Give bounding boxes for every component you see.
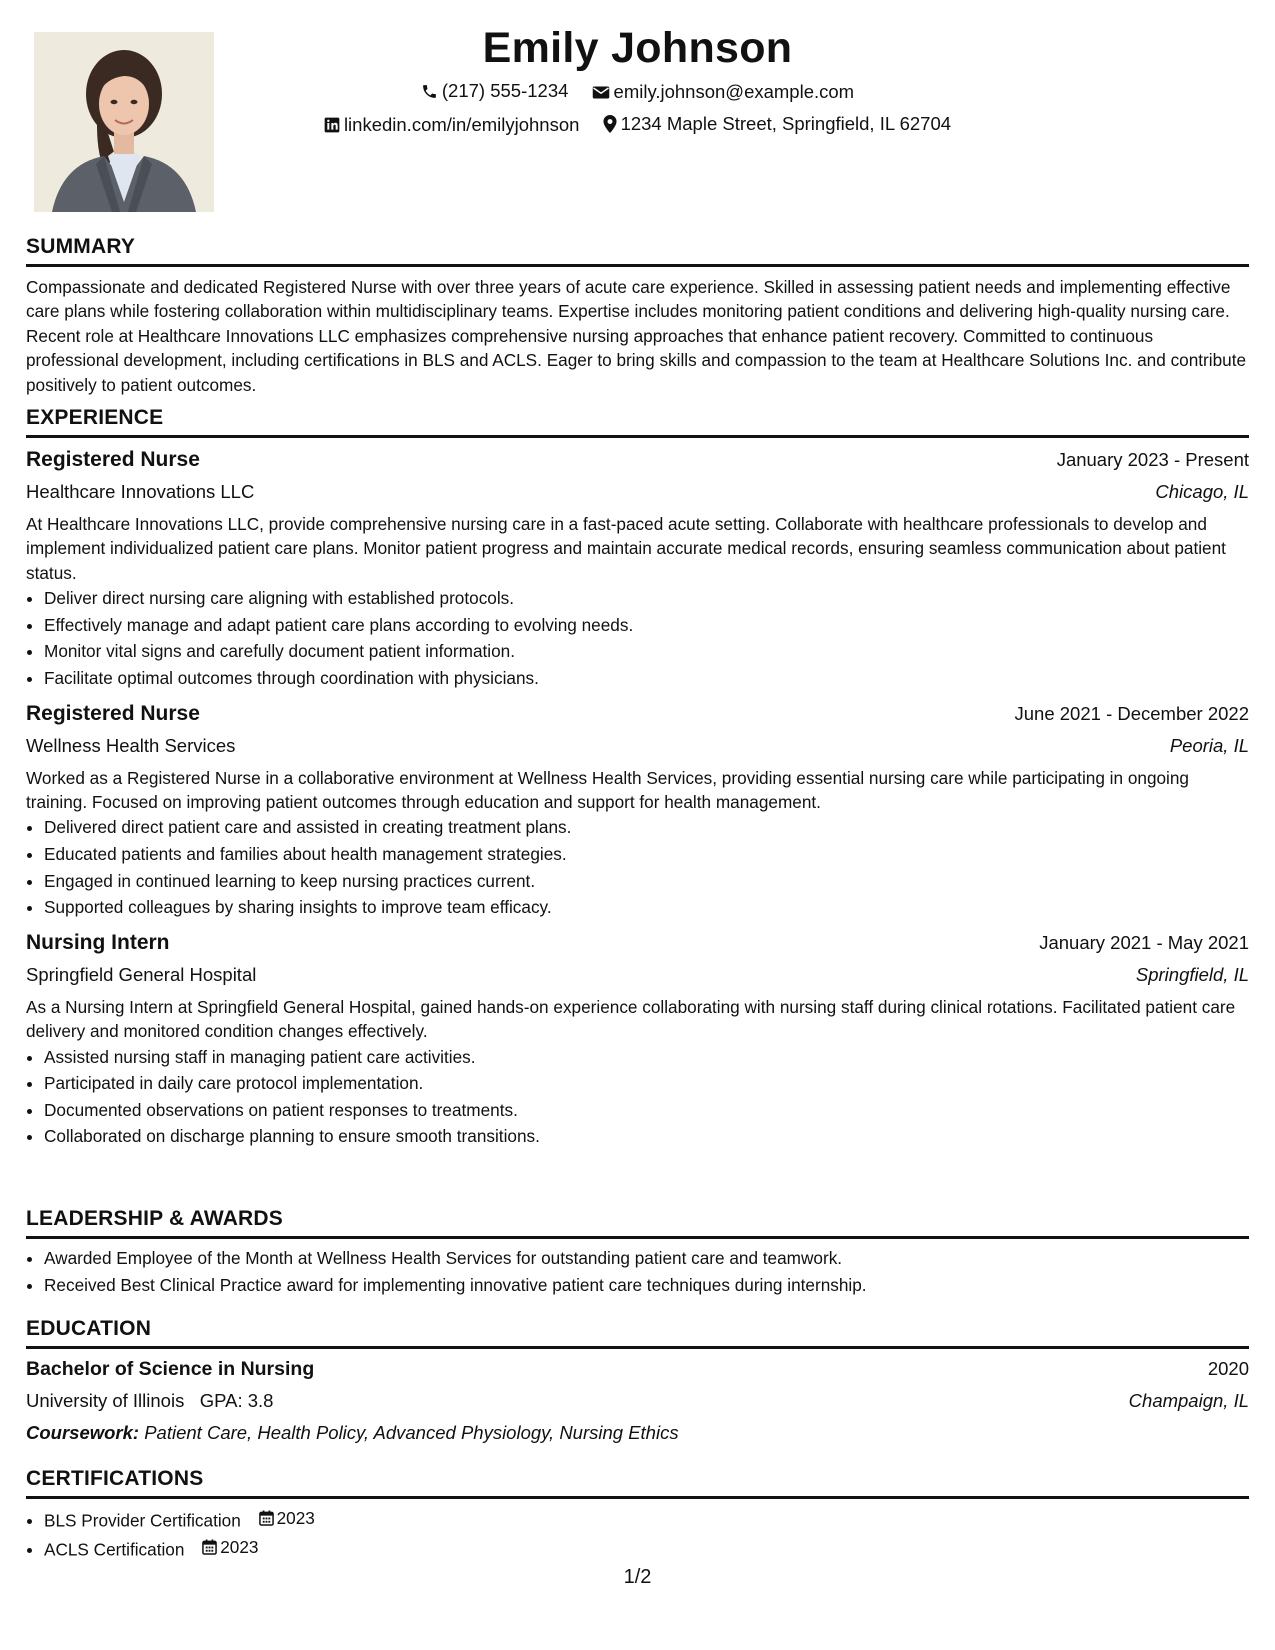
job-location: Springfield, IL	[1135, 963, 1249, 985]
cert-year: 2023	[276, 1508, 315, 1528]
list-item: • Educated patients and families about health management strategies.	[44, 841, 1249, 868]
job-dates: January 2023 - Present	[1056, 449, 1249, 470]
company-name: Healthcare Innovations LLC	[26, 481, 255, 502]
coursework-label: Coursework:	[26, 1422, 140, 1443]
certifications-list	[26, 1505, 1249, 1563]
gpa: GPA: 3.8	[199, 1390, 274, 1411]
section-title: CERTIFICATIONS	[26, 1466, 1249, 1499]
job-title: Registered Nurse	[26, 701, 200, 725]
address-text: 1234 Maple Street, Springfield, IL 62704	[620, 112, 952, 134]
education-section	[26, 1316, 1249, 1448]
contact-email[interactable]	[592, 77, 855, 107]
contact-linkedin[interactable]	[324, 110, 579, 140]
school-location: Champaign, IL	[1128, 1390, 1249, 1411]
list-item: • Collaborated on discharge planning to ensure smooth transitions.	[44, 1123, 1249, 1150]
list-item: • Monitor vital signs and carefully document patient information.	[44, 638, 1249, 665]
graduation-year: 2020	[1207, 1358, 1249, 1379]
contact-line-1	[26, 76, 1249, 109]
job-description: At Healthcare Innovations LLC, provide comprehensive nursing care in a fast-paced acute setting. Collaborate with healthcare professionals to develop and implement individualized patient care plans. Monitor patient progress and maintain accurate medical records, ensuring seamless communication about patient status.	[26, 514, 1226, 583]
list-item: • Facilitate optimal outcomes through coordination with physicians.	[44, 665, 1249, 692]
section-title: EDUCATION	[26, 1316, 1249, 1349]
experience-section	[26, 405, 1249, 1150]
section-title: SUMMARY	[26, 234, 1249, 267]
cert-date	[259, 1505, 315, 1532]
resume-header	[26, 20, 1249, 142]
contact-address	[603, 109, 951, 139]
coursework	[26, 1417, 1249, 1448]
cert-date	[202, 1534, 258, 1561]
calendar-icon	[259, 1510, 274, 1526]
school-name: University of Illinois	[26, 1390, 185, 1411]
job-title: Registered Nurse	[26, 448, 200, 471]
certifications-section	[26, 1466, 1249, 1563]
email-text: emily.johnson@example.com	[613, 81, 855, 102]
cert-name: ACLS Certification	[44, 1539, 185, 1560]
job-description: Worked as a Registered Nurse in a collaborative environment at Wellness Health Services, providing essential nursing care while participating in ongoing training. Focused on improving patient outcomes through education and support for health management.	[26, 767, 1189, 812]
summary-section	[26, 234, 1249, 397]
company-name: Springfield General Hospital	[26, 963, 257, 985]
job-dates: January 2021 - May 2021	[1039, 931, 1249, 953]
email-icon	[592, 85, 610, 100]
job-location: Peoria, IL	[1169, 734, 1249, 756]
contact-line-2	[26, 109, 1249, 142]
phone-icon	[421, 83, 438, 100]
list-item: • Awarded Employee of the Month at Wellness Health Services for outstanding patient care and teamwork.	[44, 1245, 1249, 1272]
job-description: As a Nursing Intern at Springfield General Hospital, gained hands-on experience collaborating with nursing staff during clinical rotations. Facilitated patient care delivery and monitored condition changes effectively.	[26, 996, 1236, 1042]
phone-text: (217) 555-1234	[441, 80, 569, 101]
job-bullets	[26, 814, 1249, 920]
list-item: • Supported colleagues by sharing insights to improve team efficacy.	[44, 894, 1249, 921]
summary-text: Compassionate and dedicated Registered Nurse with over three years of acute care experience. Skilled in assessing patient needs and implementing effective care plans while fostering collaboration within multidisciplinary teams. Expertise includes monitoring patient conditions and delivering high-quality nursing care. Recent role at Healthcare Innovations LLC emphasizes comprehensive nursing approaches that enhance patient recovery. Committed to continuous professional development, including certifications in BLS and ACLS. Eager to bring skills and compassion to the team at Healthcare Solutions Inc. and contribute positively to patient outcomes.	[26, 277, 1247, 395]
job-bullets	[26, 1044, 1249, 1150]
candidate-name: Emily Johnson	[482, 24, 793, 72]
section-title: EXPERIENCE	[26, 405, 1249, 438]
list-item	[44, 1505, 1249, 1534]
job-title: Nursing Intern	[26, 930, 170, 954]
list-item: • Assisted nursing staff in managing patient care activities.	[44, 1044, 1249, 1071]
section-title: LEADERSHIP & AWARDS	[26, 1206, 1249, 1239]
location-pin-icon	[603, 115, 617, 133]
list-item: • Participated in daily care protocol implementation.	[44, 1070, 1249, 1097]
degree: Bachelor of Science in Nursing	[26, 1358, 315, 1380]
job-dates: June 2021 - December 2022	[1014, 702, 1249, 724]
resume-page	[26, 0, 1249, 1650]
cert-name: BLS Provider Certification	[44, 1510, 241, 1531]
linkedin-icon	[324, 117, 340, 133]
list-item: • Effectively manage and adapt patient care plans according to evolving needs.	[44, 612, 1249, 639]
awards-section	[26, 1206, 1249, 1298]
list-item: • Deliver direct nursing care aligning with established protocols.	[44, 585, 1249, 612]
linkedin-text: linkedin.com/in/emilyjohnson	[343, 113, 580, 135]
awards-list	[26, 1245, 1249, 1298]
list-item: • Documented observations on patient responses to treatments.	[44, 1097, 1249, 1124]
school-info	[26, 1385, 273, 1416]
list-item: • Received Best Clinical Practice award for implementing innovative patient care techniques during internship.	[44, 1272, 1249, 1299]
job-entry	[26, 698, 1249, 921]
contact-phone[interactable]	[421, 76, 569, 106]
job-entry	[26, 927, 1249, 1150]
list-item: • Delivered direct patient care and assisted in creating treatment plans.	[44, 814, 1249, 841]
list-item: • Engaged in continued learning to keep nursing practices current.	[44, 868, 1249, 895]
coursework-list: Patient Care, Health Policy, Advanced Physiology, Nursing Ethics	[144, 1422, 679, 1443]
list-item	[44, 1534, 1249, 1563]
page-number: 1/2	[623, 1566, 652, 1588]
job-location: Chicago, IL	[1155, 481, 1249, 502]
calendar-icon	[202, 1539, 217, 1555]
company-name: Wellness Health Services	[26, 734, 236, 756]
cert-year: 2023	[220, 1536, 259, 1557]
job-entry	[26, 444, 1249, 692]
job-bullets	[26, 585, 1249, 691]
